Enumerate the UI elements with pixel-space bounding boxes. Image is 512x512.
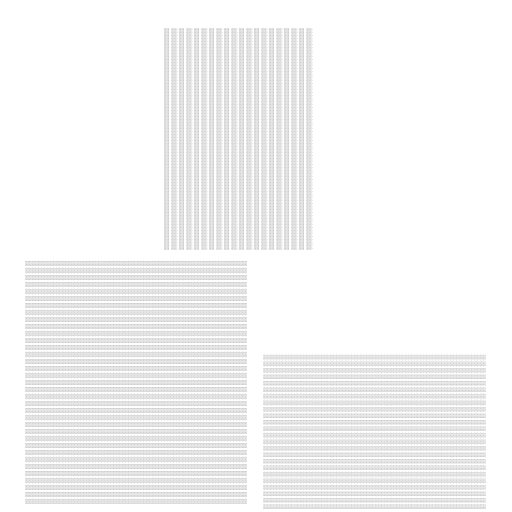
horizontal-stripe-swatch-left: [25, 260, 247, 504]
horizontal-stripe-swatch-right: [263, 353, 486, 509]
vertical-stripe-swatch: [164, 28, 314, 250]
